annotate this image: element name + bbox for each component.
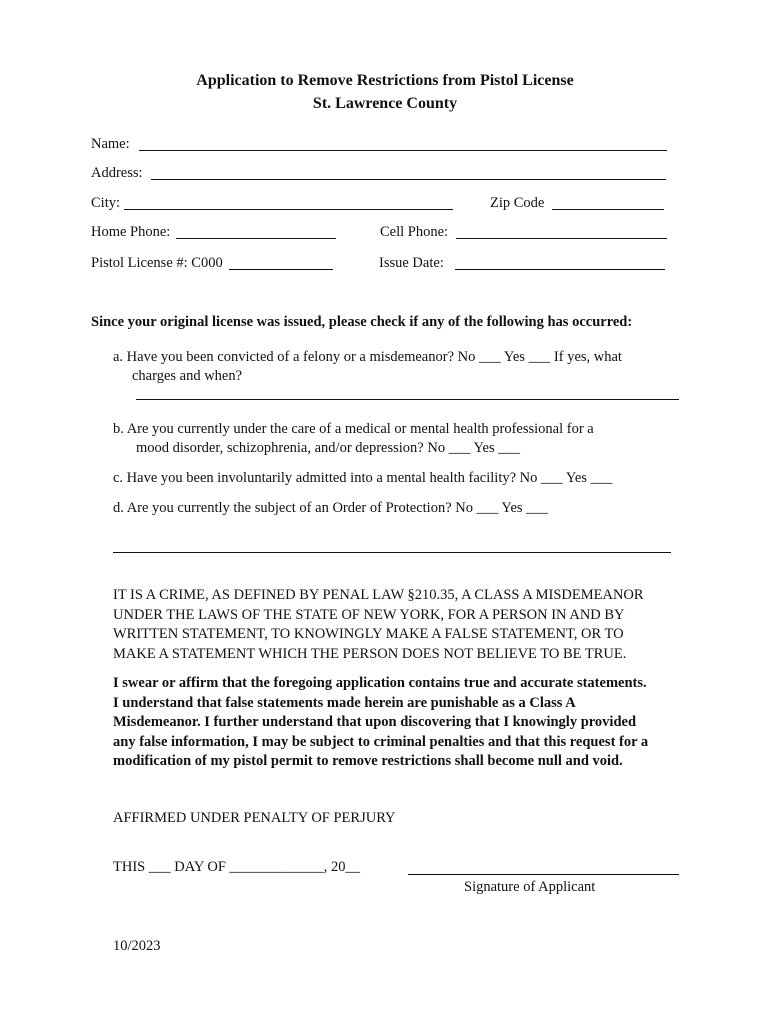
affirmation-line: any false information, I may be subject to criminal penalties and that this request for a — [113, 733, 649, 750]
signature-field[interactable] — [408, 874, 679, 875]
affirmation-line: Misdemeanor. I further understand that upon discovering that I knowingly provided — [113, 714, 637, 730]
affirmation-line: I understand that false statements made herein are punishable as a Class A — [113, 694, 576, 711]
cell-phone-field[interactable] — [456, 238, 667, 239]
penal-law-warning — [113, 586, 713, 664]
pistol-license-label: Pistol License #: C000 — [91, 255, 223, 271]
form-title: Application to Remove Restrictions from Pistol License — [196, 72, 574, 89]
name-label: Name: — [91, 136, 130, 152]
charges-answer-field[interactable] — [136, 399, 679, 400]
question-d: d. Are you currently the subject of an Order of Protection? No ___ Yes ___ — [113, 500, 548, 516]
issue-date-label: Issue Date: — [379, 255, 444, 271]
affirmed-heading: AFFIRMED UNDER PENALTY OF PERJURY — [113, 810, 396, 826]
zip-field[interactable] — [552, 209, 664, 210]
warning-line: UNDER THE LAWS OF THE STATE OF NEW YORK, FOR A PERSON IN AND BY — [113, 606, 625, 623]
zip-label: Zip Code — [490, 195, 545, 211]
affirmation-line: modification of my pistol permit to remove restrictions shall become null and void. — [113, 753, 623, 769]
question-b-line1: b. Are you currently under the care of a medical or mental health professional for a — [113, 421, 594, 437]
home-phone-field[interactable] — [176, 238, 336, 239]
question-b-line2: mood disorder, schizophrenia, and/or depression? No ___ Yes ___ — [136, 440, 521, 456]
section-heading: Since your original license was issued, please check if any of the following has occurred: — [91, 314, 633, 330]
footer-revision-date: 10/2023 — [113, 938, 161, 954]
warning-line: WRITTEN STATEMENT, TO KNOWINGLY MAKE A FALSE STATEMENT, OR TO — [113, 626, 624, 642]
date-line[interactable]: THIS ___ DAY OF _____________, 20__ — [113, 859, 361, 875]
name-field[interactable] — [139, 150, 667, 151]
signature-label: Signature of Applicant — [464, 879, 596, 895]
issue-date-field[interactable] — [455, 269, 665, 270]
pistol-license-field[interactable] — [229, 269, 333, 270]
affirmation-line: I swear or affirm that the foregoing application contains true and accurate statements. — [113, 675, 647, 691]
question-a-line1: a. Have you been convicted of a felony or a misdemeanor? No ___ Yes ___ If yes, what — [113, 349, 622, 365]
warning-line: MAKE A STATEMENT WHICH THE PERSON DOES NOT BELIEVE TO BE TRUE. — [113, 645, 627, 662]
cell-phone-label: Cell Phone: — [380, 224, 449, 240]
affirmation-statement — [113, 674, 733, 772]
city-field[interactable] — [124, 209, 453, 210]
form-subtitle: St. Lawrence County — [312, 95, 458, 112]
address-field[interactable] — [151, 179, 666, 180]
warning-line: IT IS A CRIME, AS DEFINED BY PENAL LAW §210.35, A CLASS A MISDEMEANOR — [113, 587, 644, 603]
city-label: City: — [91, 195, 121, 211]
question-a-line2: charges and when? — [132, 368, 243, 384]
home-phone-label: Home Phone: — [91, 224, 171, 240]
address-label: Address: — [91, 165, 143, 181]
question-c: c. Have you been involuntarily admitted into a mental health facility? No ___ Yes ___ — [113, 470, 613, 486]
section-divider — [113, 552, 671, 553]
